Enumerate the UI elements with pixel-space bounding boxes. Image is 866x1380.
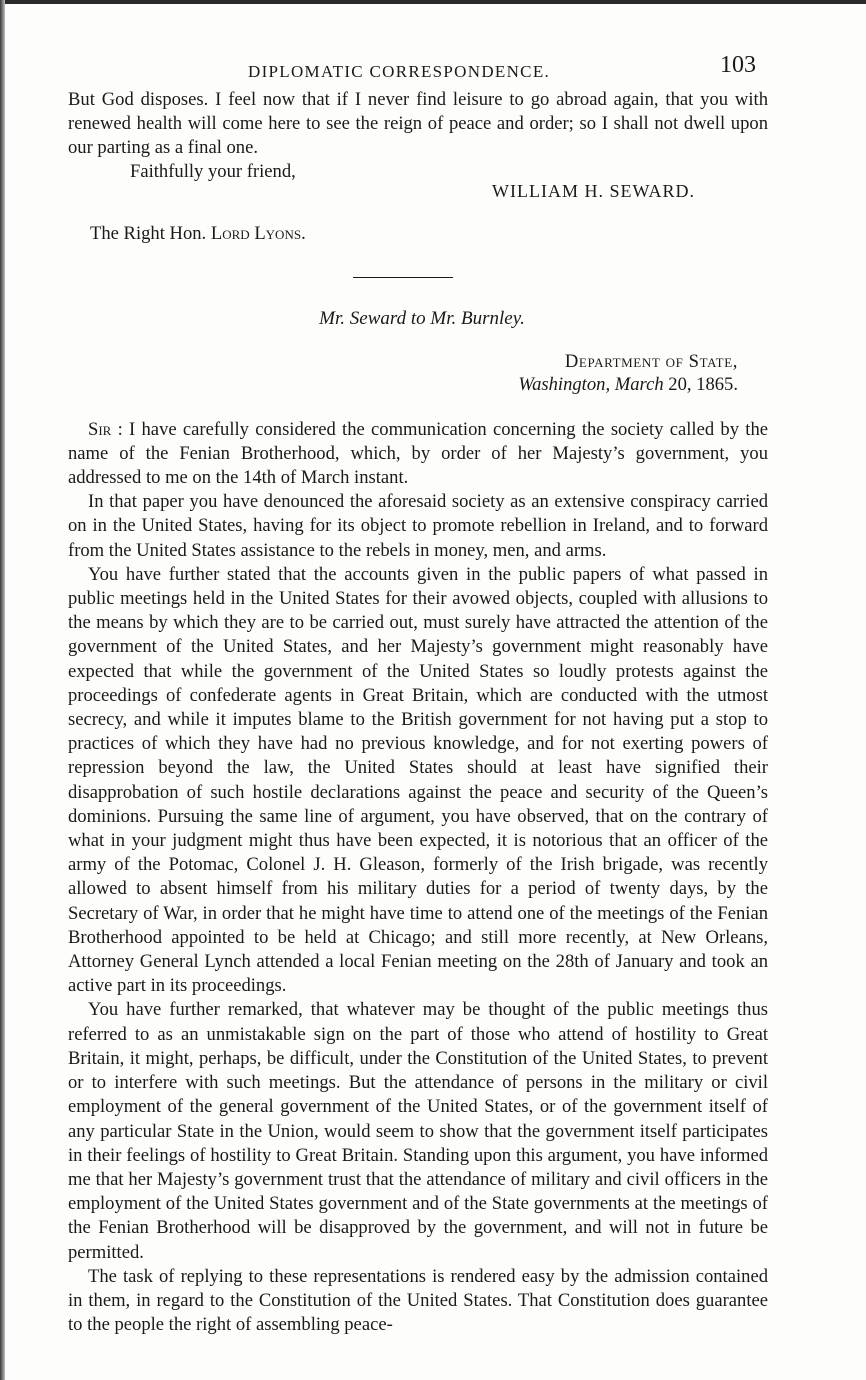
letter-body — [68, 418, 768, 1338]
document-page — [68, 52, 768, 1337]
date-year: 20, 1865. — [663, 373, 738, 395]
closing-block — [68, 161, 768, 219]
scan-edge-left — [0, 0, 5, 1380]
date-line — [68, 373, 738, 396]
scan-edge-top — [0, 0, 866, 4]
page-header — [68, 52, 768, 88]
letter-title: Mr. Seward to Mr. Burnley. — [319, 307, 525, 329]
dateline — [68, 350, 768, 396]
running-head: DIPLOMATIC CORRESPONDENCE. — [248, 62, 551, 81]
body-paragraph-1 — [68, 418, 768, 491]
addressee — [68, 223, 768, 245]
section-divider — [353, 277, 453, 278]
department-line: Department of State, — [564, 350, 738, 372]
page-number: 103 — [720, 52, 756, 78]
date-place: Washington, March — [518, 373, 664, 395]
body-paragraph-4: You have further remarked, that whatever may be thought of the public meetings thus referred to as an unmistakable sign on the part of those who attend of hostility to Great Britain, it might, perhaps, be difficult, under the Constitution of the United States, to prevent or to interfere with such meetings. But the attendance of persons in the military or civil employment of the general government of the United States, or of the government itself of any particular State in the Union, would seem to show that the government itself participates in their feelings of hostility to Great Britain. Standing upon this argument, you have informed me that her Majesty’s government trust that the attendance of military and civil officers in the employment of the United States government and of the State governments at the meetings of the Fenian Brotherhood will be disapproved by the government, and will not in future be permitted. — [68, 999, 768, 1263]
closing-paragraph: But God disposes. I feel now that if I never find leisure to go abroad again, that you with renewed health will come here to see the reign of peace and order; so I shall not dwell upon our parting as a final one. — [68, 89, 768, 159]
body-paragraph-3: You have further stated that the accounts given in the public papers of what passed in public meetings held in the United States for their avowed objects, coupled with allusions to the means by which they are to be carried out, must surely have attracted the attention of the government of the United States, and her Majesty’s government might reasonably have expected that while the government of the United States so loudly protests against the proceedings of confederate agents in Great Britain, which are conducted with the utmost secrecy, and while it imputes blame to the British government for not having put a stop to practices of which they have had no previous knowledge, and for not exerting powers of repression beyond the law, the United States should at least have signified their disapprobation of such hostile declarations against the peace and security of the Queen’s dominions. Pursuing the same line of argument, you have observed, that on the contrary of what in your judgment might thus have been expected, it is notorious that an officer of the army of the Potomac, Colonel J. H. Gleason, formerly of the Irish brigade, was recently allowed to absent himself from his military duties for a period of twenty days, by the Secretary of War, in order that he might have time to attend one of the meetings of the Fenian Brotherhood appointed to be held at Chicago; and still more recently, at New Orleans, Attorney General Lynch attended a local Fenian meeting on the 28th of January and took an active part in its proceedings. — [68, 563, 768, 997]
body-paragraph-1-text: I have carefully considered the communication concerning the society called by the name of the Fenian Brotherhood, which, by order of her Majesty’s government, you addressed to me on the 14th of March instant. — [68, 418, 768, 489]
signature: WILLIAM H. SEWARD. — [492, 180, 695, 201]
valediction: Faithfully your friend, — [130, 160, 296, 182]
salutation: Sir : — [88, 418, 123, 440]
addressee-prefix: The Right Hon. — [90, 222, 211, 244]
addressee-name: Lord Lyons. — [210, 222, 306, 244]
body-paragraph-5: The task of replying to these representations is rendered easy by the admission contained in them, in regard to the Constitution of the United States. That Constitution does guarantee to the people the right of assembling peace- — [68, 1265, 768, 1336]
body-paragraph-2: In that paper you have denounced the aforesaid society as an extensive conspiracy carried on in the United States, having for its object to promote rebellion in Ireland, and to forward from the United States assistance to the rebels in money, men, and arms. — [68, 491, 768, 561]
